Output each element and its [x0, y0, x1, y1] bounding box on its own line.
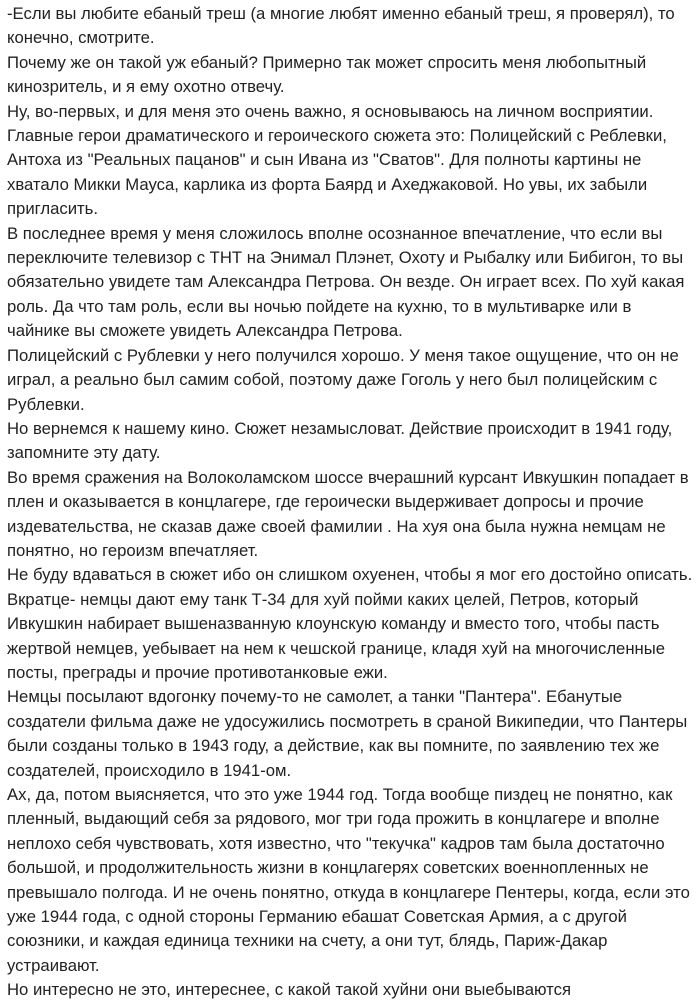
- paragraph: Почему же он такой уж ебаный? Примерно так может спросить меня любопытный кинозритель, и я ему охотно отвечу.: [7, 52, 647, 97]
- paragraph: Но вернемся к нашему кино. Сюжет незамысловат. Действие происходит в 1941 году, запомните эту дату.: [7, 418, 673, 463]
- paragraph-cut-off: Но интересно не это, интереснее, с какой такой хуйни они выебываются: [7, 980, 572, 1000]
- paragraph: Немцы посылают вдогонку почему-то не самолет, а танки "Пантера". Ебанутые создатели фильма даже не удосужились посмотреть в сраной Википедии, что Пантеры были созданы только в 1943 году, а действие, как вы помните, по заявлению тех же создателей, происходило в 1941-ом.: [7, 687, 688, 780]
- paragraph: Не буду вдаваться в сюжет ибо он слишком охуенен, чтобы я мог его достойно описать.: [7, 565, 693, 585]
- paragraph: В последнее время у меня сложилось вполне осознанное впечатление, что если вы переключите телевизор с ТНТ на Энимал Плэнет, Охоту и Рыбалку или Бибигон, то вы обязательно увидете там Александра Петрова. Он везде. Он играет всех. По хуй какая роль. Да что там роль, если вы ночью пойдете на кухню, то в мультиварке или в чайнике вы сможете увидеть Александра Петрова.: [7, 223, 685, 341]
- paragraph: Во время сражения на Волоколамском шоссе вчерашний курсант Ивкушкин попадает в плен и оказывается в концлагере, где героически выдерживает допросы и прочие издевательства, не сказав даже своей фамилии . На хуя она была нужна немцам не понятно, но героизм впечатляет.: [7, 467, 689, 560]
- paragraph: Вкратце- немцы дают ему танк Т-34 для хуй пойми каких целей, Петров, который Ивкушкин набирает вышеназванную клоунскую команду и вместо того, чтобы пасть жертвой немцев, уебывает на нем к чешской границе, кладя хуй на многочисленные посты, преграды и прочие противотанковые ежи.: [7, 589, 666, 682]
- paragraph: Ну, во-первых, и для меня это очень важно, я основываюсь на личном восприятии. Главные герои драматического и героического сюжета это: Полицейский с Реблевки, Антоха из "Реальных пацанов" и сын Ивана из "Сватов". Для полноты картины не хватало Микки Мауса, карлика из форта Баярд и Ахеджаковой. Но увы, их забыли пригласить.: [7, 101, 667, 219]
- paragraph: Ах, да, потом выясняется, что это уже 1944 год. Тогда вообще пиздец не понятно, как пленный, выдающий себя за рядового, мог три года прожить в концлагере и вполне неплохо себя чувствовать, хотя известно, что "текучка" кадров там была достаточно большой, и продолжительность жизни в концлагерях советских военнопленных не превышало полгода. И не очень понятно, откуда в концлагере Пентеры, когда, если это уже 1944 года, с одной стороны Германию ебашат Советская Армия, а с другой союзники, и каждая единица техники на счету, а они тут, блядь, Париж-Дакар устраивают.: [7, 785, 690, 975]
- paragraph: Полицейский с Рублевки у него получился хорошо. У меня такое ощущение, что он не играл, а реально был самим собой, поэтому даже Гоголь у него был полицейским с Рублевки.: [7, 345, 679, 414]
- paragraph: -Если вы любите ебаный треш (а многие любят именно ебаный треш, я проверял), то конечно, смотрите.: [7, 4, 675, 48]
